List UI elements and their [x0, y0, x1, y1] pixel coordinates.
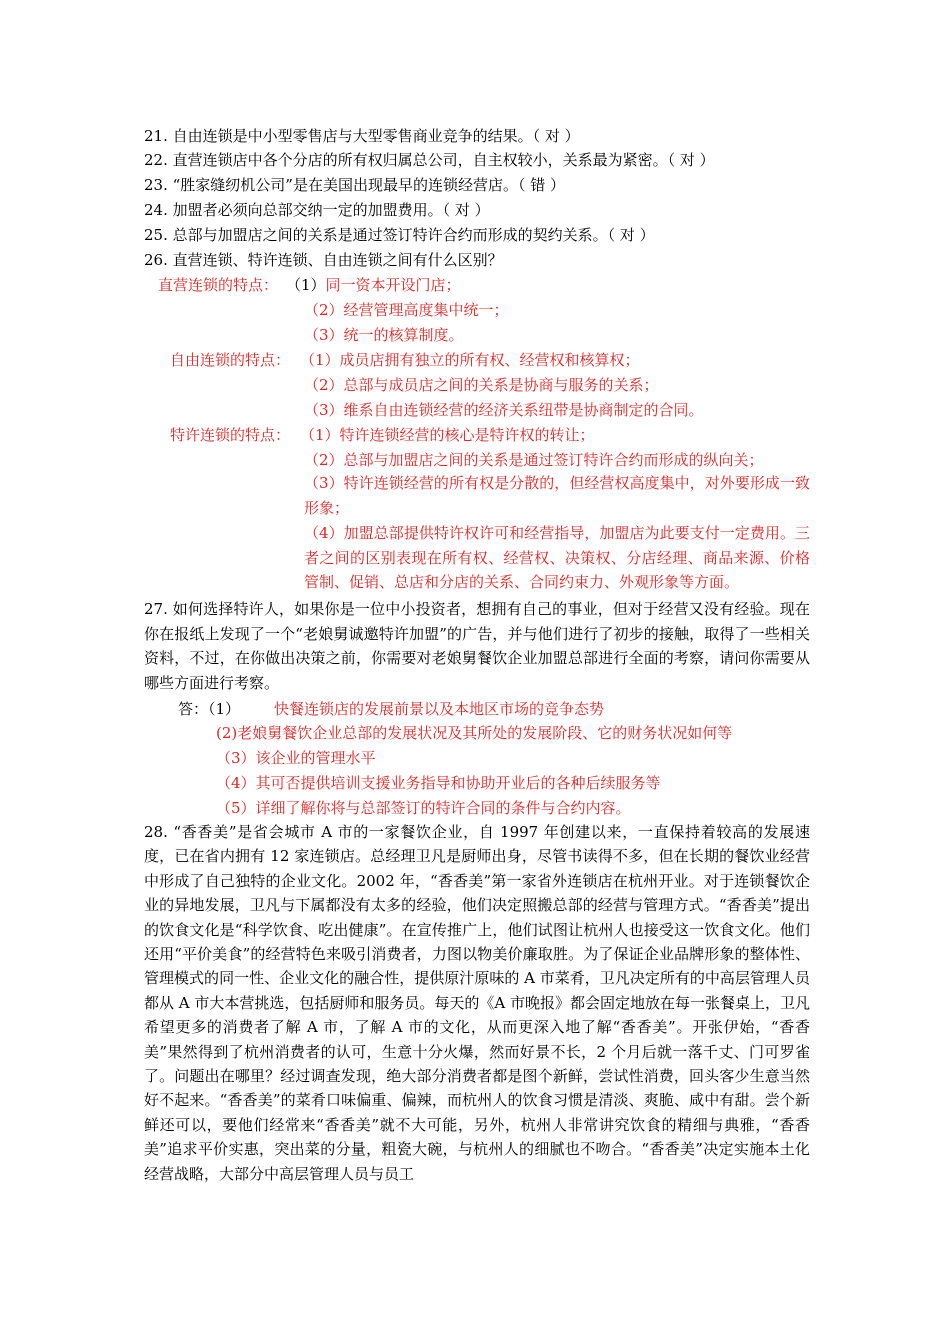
question-25: 25. 总部与加盟店之间的关系是通过签订特许合约而形成的契约关系。（ 对 ） — [144, 226, 655, 244]
question-23: 23. “胜家缝纫机公司”是在美国出现最早的连锁经营店。（ 错 ） — [144, 176, 565, 194]
answer-27-point-2: (2)老娘舅餐饮企业总部的发展状况及其所处的发展阶段、它的财务状况如何等 — [216, 724, 733, 742]
franchise-chain-point-3: （3）特许连锁经营的所有权是分散的，但经营权高度集中，对外要形成一致形象； — [304, 474, 810, 517]
franchise-chain-point-2: （2）总部与加盟店之间的关系是通过签订特许合约而形成的纵向关； — [304, 451, 764, 469]
franchise-chain-point-4: （4）加盟总部提供特许权许可和经营指导，加盟店为此要支付一定费用。三者之间的区别表现在所有权、经营权、决策权、分店经理、商品来源、价格管制、促销、总店和分店的关系、合同约束力、外观形象等方面。 — [304, 524, 810, 592]
franchise-chain-point-1: （1）特许连锁经营的核心是特许权的转让； — [300, 426, 595, 444]
answer-27-point-5: （5）详细了解你将与总部签订的特许合同的条件与合约内容。 — [216, 799, 631, 817]
question-28-case-text: 28. “香香美”是省会城市 A 市的一家餐饮企业，自 1997 年创建以来，一直保持着较高的发展速度，已在省内拥有 12 家连锁店。总经理卫凡是厨师出身，尽管书读得不多，但在长期的餐饮业经营中形成了自己独特的企业文化。2002 年，“香香美”第一家省外连锁店在杭州开业。对于连锁餐饮企业的异地发展，卫凡与下属都没有太多的经验，他们决定照搬总部的经营与管理方式。“香香美”提出的饮食文化是“科学饮食、吃出健康”。在宣传推广上，他们试图让杭州人也接受这一饮食文化。他们还用“平价美食”的经营特色来吸引消费者，力图以物美价廉取胜。为了保证企业品牌形象的整体性、管理模式的同一性、企业文化的融合性，提供原汁原味的 A 市菜肴，卫凡决定所有的中高层管理人员都从 A 市大本营挑选，包括厨师和服务员。每天的《A 市晚报》都会固定地放在每一张餐桌上，卫凡希望更多的消费者了解 A 市，了解 A 市的文化，从而更深入地了解“香香美”。开张伊始，“香香美”果然得到了杭州消费者的认可，生意十分火爆，然而好景不长，2 个月后就一落千丈、门可罗雀了。问题出在哪里？经过调查发现，绝大部分消费者都是图个新鲜，尝试性消费，回头客少生意当然好不起来。“香香美”的菜肴口味偏重、偏辣，而杭州人的饮食习惯是清淡、爽脆、咸中有甜。尝个新鲜还可以，要他们经常来“香香美”就不大可能，另外，杭州人非常讲究饮食的精细与典雅，“香香美”追求平价实惠，突出菜的分量，粗瓷大碗，与杭州人的细腻也不吻合。“香香美”决定实施本土化经营战略，大部分中高层管理人员与员工 — [144, 823, 810, 1183]
answer-27-point-3: （3）该企业的管理水平 — [216, 749, 376, 767]
question-26: 26. 直营连锁、特许连锁、自由连锁之间有什么区别？ — [144, 251, 503, 269]
franchise-chain-label: 特许连锁的特点： — [170, 426, 291, 444]
question-21: 21. 自由连锁是中小型零售店与大型零售商业竞争的结果。（ 对 ） — [144, 127, 580, 145]
free-chain-label: 自由连锁的特点： — [170, 351, 291, 369]
answer-27-point-4: （4）其可否提供培训支援业务指导和协助开业后的各种后续服务等 — [216, 774, 661, 792]
answer-27-point-1: 快餐连锁店的发展前景以及本地区市场的竞争态势 — [274, 700, 605, 718]
free-chain-point-1: （1）成员店拥有独立的所有权、经营权和核算权； — [300, 351, 640, 369]
answer-label: 答：（1） — [178, 700, 241, 718]
direct-chain-point-2: （2）经营管理高度集中统一； — [304, 301, 509, 319]
question-24: 24. 加盟者必须向总部交纳一定的加盟费用。（ 对 ） — [144, 201, 490, 219]
free-chain-point-2: （2）总部与成员店之间的关系是协商与服务的关系； — [304, 376, 659, 394]
direct-chain-point-3: （3）统一的核算制度。 — [304, 326, 464, 344]
question-22: 22. 直营连锁店中各个分店的所有权归属总公司，自主权较小，关系最为紧密。（ 对 ） — [144, 151, 715, 169]
question-27: 27. 如何选择特许人，如果你是一位中小投资者，想拥有自己的事业，但对于经营又没有经验。现在你在报纸上发现了一个“老娘舅诚邀特许加盟”的广告，并与他们进行了初步的接触，取得了一些相关资料，不过，在你做出决策之前，你需要对老娘舅餐饮企业加盟总部进行全面的考察，请问你需要从哪些方面进行考察。 — [144, 600, 810, 692]
direct-chain-label: 直营连锁的特点： — [158, 276, 279, 294]
direct-chain-point-1: （1）同一资本开设门店； — [286, 276, 461, 294]
free-chain-point-3: （3）维系自由连锁经营的经济关系纽带是协商制定的合同。 — [304, 401, 704, 419]
